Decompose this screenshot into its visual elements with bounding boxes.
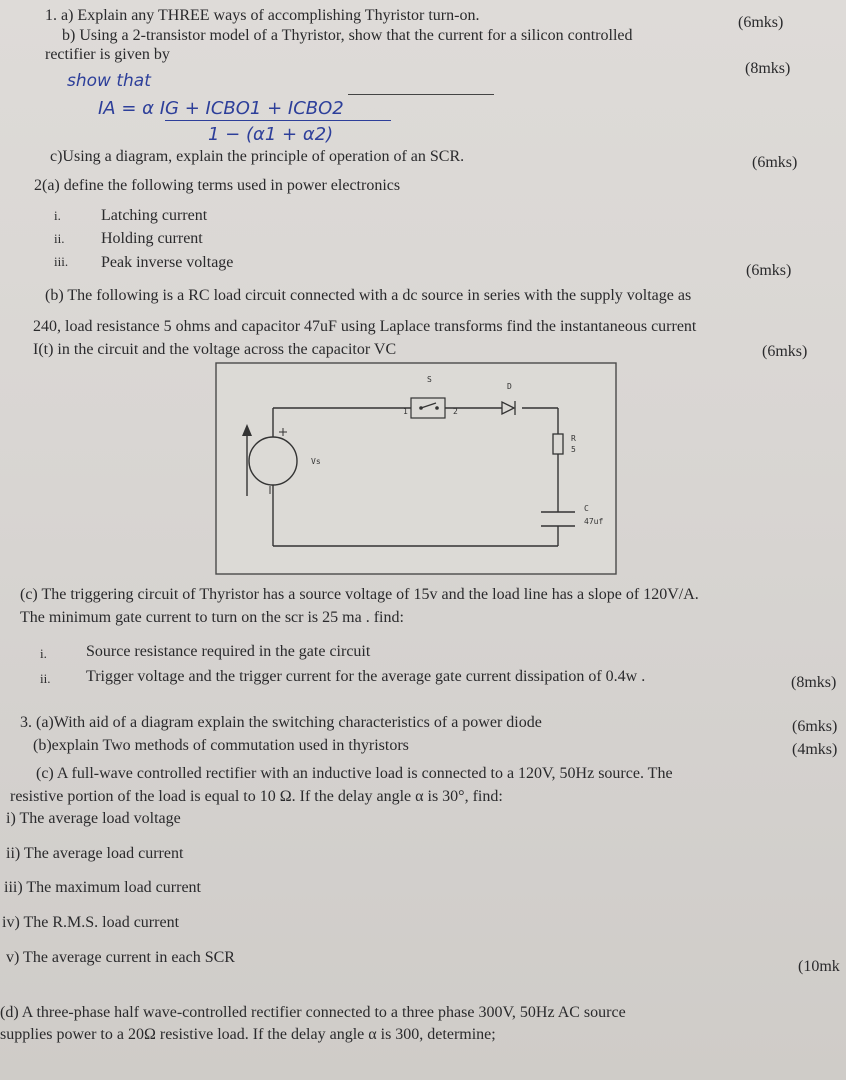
q3c-item-4: iv) The R.M.S. load current <box>2 914 180 931</box>
q2c-text-line1: (c) The triggering circuit of Thyristor has a source voltage of 15v and the load line has a slope of 120V/A. <box>20 586 699 603</box>
circuit-frame <box>216 363 616 574</box>
handwritten-fraction-bar <box>165 120 391 121</box>
q1c-text: c)Using a diagram, explain the principle of operation of an SCR. <box>50 148 465 165</box>
q3c-text-line1: (c) A full-wave controlled rectifier with an inductive load is connected to a 120V, 50Hz source. The <box>36 765 673 782</box>
q3c-item-1: i) The average load voltage <box>6 810 181 827</box>
switch-pin1: 1 <box>403 407 408 416</box>
q2a-term-num-2: ii. <box>54 231 65 246</box>
q3d-text-line2: supplies power to a 20Ω resistive load. If the delay angle α is 300, determine; <box>0 1026 496 1043</box>
diode-label: D <box>507 382 512 391</box>
q2c-marks: (8mks) <box>791 674 837 691</box>
source-label: Vs <box>311 457 321 466</box>
q2a-text: 2(a) define the following terms used in power electronics <box>34 177 401 194</box>
capacitor-value: 47uf <box>584 517 604 526</box>
switch-pin2: 2 <box>453 407 458 416</box>
q3c-item-5: v) The average current in each SCR <box>6 949 235 966</box>
q2b-marks: (6mks) <box>762 343 808 360</box>
q1a-marks: (6mks) <box>738 14 784 31</box>
q2a-term-1: Latching current <box>101 207 208 224</box>
q3b-text: (b)explain Two methods of commutation used in thyristors <box>33 737 409 754</box>
q2c-text-line2: The minimum gate current to turn on the scr is 25 ma . find: <box>20 609 404 626</box>
q3a-text: 3. (a)With aid of a diagram explain the switching characteristics of a power diode <box>20 714 542 731</box>
q3a-marks: (6mks) <box>792 718 838 735</box>
q1b-marks: (8mks) <box>745 60 791 77</box>
handwritten-formula-denominator: 1 − (α1 + α2) <box>208 124 334 145</box>
q2a-term-2: Holding current <box>101 230 203 247</box>
q2c-item-num-2: ii. <box>40 671 51 686</box>
handwritten-underline <box>348 94 494 95</box>
resistor-value: 5 <box>571 445 576 454</box>
resistor-name: R <box>571 434 576 443</box>
q1c-marks: (6mks) <box>752 154 798 171</box>
q2a-term-num-1: i. <box>54 208 61 223</box>
q1a-text: 1. a) Explain any THREE ways of accomplishing Thyristor turn-on. <box>45 7 480 24</box>
q2a-marks: (6mks) <box>746 262 792 279</box>
capacitor-name: C <box>584 504 589 513</box>
switch-label: S <box>427 375 432 384</box>
q2c-item-2: Trigger voltage and the trigger current for the average gate current dissipation of 0.4w . <box>86 668 646 685</box>
handwritten-show-that: show that <box>67 71 151 91</box>
q1b-text-line1: b) Using a 2-transistor model of a Thyristor, show that the current for a silicon controlled <box>62 27 633 44</box>
q2b-text-line1: (b) The following is a RC load circuit connected with a dc source in series with the supply voltage as <box>45 287 692 304</box>
q1b-text-line2: rectifier is given by <box>45 46 170 63</box>
q3c-item-2: ii) The average load current <box>6 845 184 862</box>
q3b-marks: (4mks) <box>792 741 838 758</box>
handwritten-formula-numerator: IA = α IG + ICBO1 + ICBO2 <box>98 98 344 119</box>
q3c-marks: (10mk <box>798 958 840 975</box>
q3c-text-line2: resistive portion of the load is equal to 10 Ω. If the delay angle α is 30°, find: <box>10 788 503 805</box>
q2b-text-line3: I(t) in the circuit and the voltage across the capacitor VC <box>33 341 397 358</box>
q3c-item-3: iii) The maximum load current <box>4 879 201 896</box>
q2c-item-num-1: i. <box>40 646 47 661</box>
q2a-term-num-3: iii. <box>54 254 69 269</box>
q2a-term-3: Peak inverse voltage <box>101 254 234 271</box>
q2b-text-line2: 240, load resistance 5 ohms and capacitor 47uF using Laplace transforms find the instantaneous current <box>33 318 697 335</box>
q2c-item-1: Source resistance required in the gate circuit <box>86 643 371 660</box>
q3d-text-line1: (d) A three-phase half wave-controlled rectifier connected to a three phase 300V, 50Hz AC source <box>0 1004 626 1021</box>
rc-circuit-diagram <box>215 362 619 577</box>
